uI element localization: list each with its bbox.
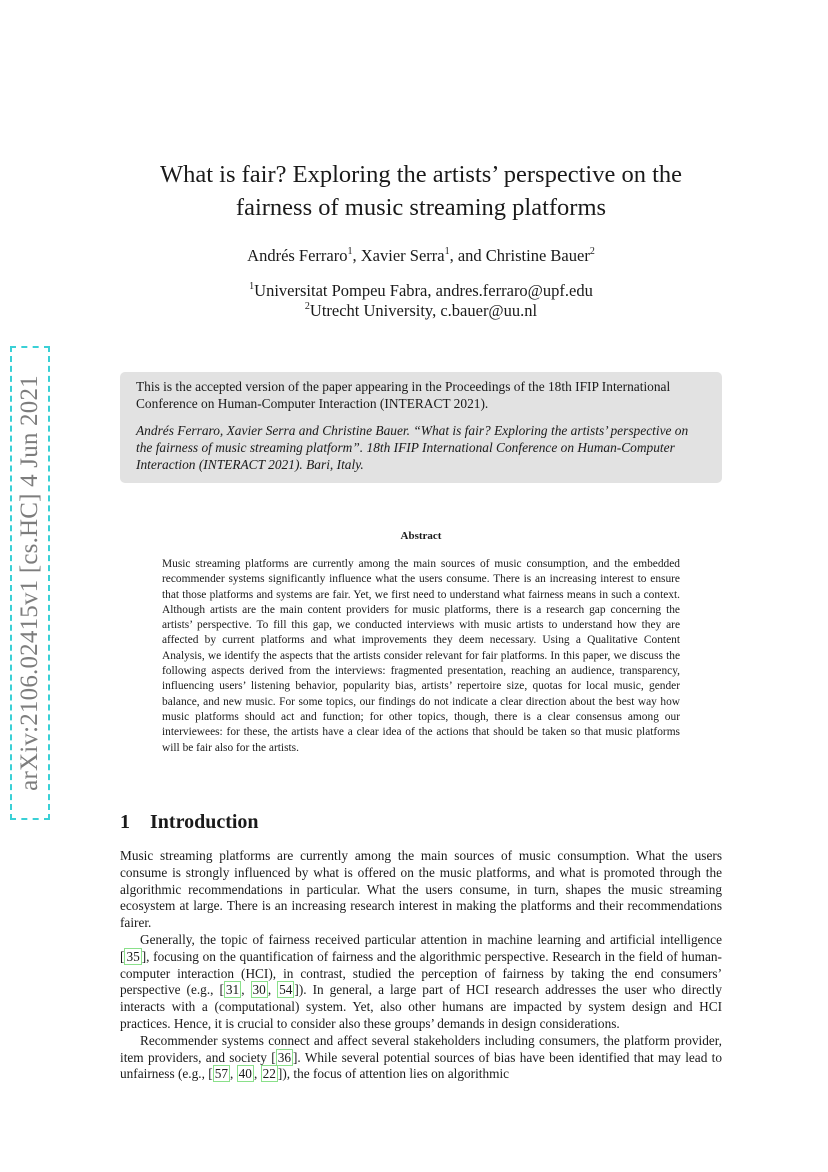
paragraph: Music streaming platforms are currently among the main sources of music consumption. What the users consume is strongly influenced by what is offered on the music platforms, and what is promoted through the algorithmic recommendations in particular. What the users consume, in turn, shapes the music streaming ecosystem at large. There is an increasing research interest in making the platforms and their recommendations fairer. (120, 848, 722, 931)
paragraph: Recommender systems connect and affect several stakeholders including consumers, the platform provider, item providers, and society [ 36 ]. While several potential sources of bias have been identified that may lead to unfairness (e.g., [ 57 , 40 , 22 ]), the focus of attention lies on algorithmic (120, 1032, 723, 1082)
author-affiliation-mark: 2 (589, 246, 595, 257)
citation-link[interactable]: 54 (279, 982, 293, 998)
citation-link[interactable]: 31 (225, 982, 240, 998)
citation-link[interactable]: 57 (214, 1066, 228, 1082)
publication-notice-box (120, 372, 722, 483)
citation-link[interactable]: 40 (238, 1066, 252, 1082)
citation: Andrés Ferraro, Xavier Serra and Christine Bauer. “What is fair? Exploring the artists’ perspective on the fairness of music streaming platform”. 18th IFIP International Conference on Human-Computer Interaction (INTERACT 2021). Bari, Italy. (136, 423, 689, 472)
author-affiliation-mark: 1 (347, 246, 353, 257)
abstract-text: Music streaming platforms are currently among the main sources of music consumption, and the embedded recommender systems significantly influence what the users consume. There is an increasing interest to ensure that those platforms and systems are fair. Yet, we first need to understand what fairness means in such a context. Although artists are the main content providers for music platforms, there is a research gap concerning the artists’ perspective. To fill this gap, we conducted interviews with music artists to understand how they are affected by current platforms and what improvements they deem necessary. Using a Qualitative Content Analysis, we identify the aspects that the artists consider relevant for fair platforms. In this paper, we discuss the following aspects derived from the interviews: fragmented presentation, reaching an audience, transparency, influencing users’ listening behavior, popularity bias, artists’ repertoire size, quotas for local music, gender balance, and new music. For some topics, our findings do not indicate a clear direction about the best way how music platforms should act and function; for other topics, though, there is a clear consensus among our interviewees: for these, the artists have a clear idea of the actions that should be taken so that music platforms will be fair also for the artists. (162, 558, 680, 754)
paragraph: Generally, the topic of fairness received particular attention in machine learning and artificial intelligence [ 35 ], focusing on the quantification of fairness and the algorithmic perspective. Research in the field of human-computer interaction (HCI), in contrast, studied the perception of fairness by taking the end consumers’ perspective (e.g., [ 31 , 30 , 54 ]). In general, a large part of HCI research addresses the user who directly interacts with a (computational) system. Yet, also other humans are impacted by system design and HCI practices. Hence, it is crucial to consider also these groups’ demands in design considerations. (120, 931, 722, 1031)
citation-link[interactable]: 22 (262, 1066, 276, 1082)
introduction-body (120, 848, 722, 1083)
section-heading (120, 811, 259, 834)
publication-notice: This is the accepted version of the paper appearing in the Proceedings of the 18th IFIP International Conference on Human-Computer Interaction (INTERACT 2021). (136, 379, 671, 411)
author-name: Christine Bauer (485, 246, 590, 265)
paper-title: What is fair? Exploring the artists’ perspective on the fairness of music streaming platforms (159, 161, 683, 221)
affiliation: $^2$Utrecht University, c.bauer@uu.nl (304, 301, 538, 320)
author-affiliation-mark: 1 (444, 246, 450, 257)
author-name: Andrés Ferraro (247, 246, 348, 265)
arxiv-identifier: arXiv:2106.02415v1 [cs.HC] 4 Jun 2021 (16, 375, 43, 791)
citation-link[interactable]: 30 (252, 982, 266, 998)
affiliations (120, 281, 722, 321)
author-list: Andrés Ferraro$^1$, Xavier Serra$^1$, and Christine Bauer$^2$ (247, 246, 595, 265)
citation-link[interactable]: 36 (277, 1049, 291, 1065)
affiliation: $^1$Universitat Pompeu Fabra, andres.ferraro@upf.edu (249, 281, 593, 300)
section-title: Introduction (150, 811, 259, 833)
abstract-heading: Abstract (400, 530, 442, 542)
section-number: 1 (120, 811, 130, 833)
author-name: Xavier Serra (360, 246, 445, 265)
arxiv-stamp (10, 346, 50, 820)
citation-link[interactable]: 35 (126, 948, 140, 964)
